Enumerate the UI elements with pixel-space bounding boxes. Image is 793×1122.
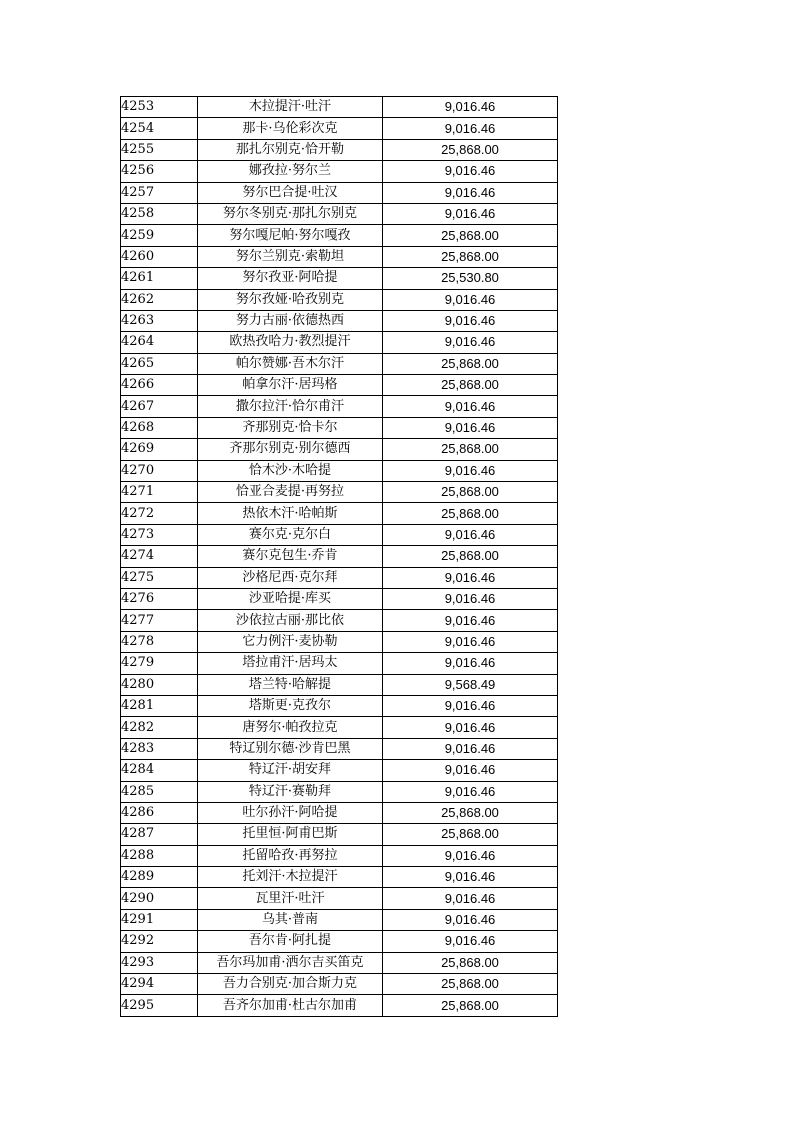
row-id-cell: 4280 (121, 674, 198, 695)
table-row (121, 439, 558, 460)
row-id-cell: 4290 (121, 888, 198, 909)
row-amount-cell: 25,868.00 (383, 482, 558, 503)
row-id-cell: 4285 (121, 781, 198, 802)
row-id-cell: 4268 (121, 417, 198, 438)
table-row (121, 802, 558, 823)
row-name-cell: 齐那尔别克·别尔德西 (198, 439, 383, 460)
row-name-cell: 帕尔赞娜·吾木尔汗 (198, 353, 383, 374)
row-amount-cell: 9,016.46 (383, 931, 558, 952)
row-name-cell: 吾力合别克·加合斯力克 (198, 974, 383, 995)
row-id-cell: 4273 (121, 524, 198, 545)
row-amount-cell: 25,868.00 (383, 802, 558, 823)
row-amount-cell: 9,016.46 (383, 695, 558, 716)
row-name-cell: 齐那别克·恰卡尔 (198, 417, 383, 438)
row-id-cell: 4257 (121, 182, 198, 203)
row-amount-cell: 9,016.46 (383, 653, 558, 674)
row-amount-cell: 9,016.46 (383, 332, 558, 353)
row-amount-cell: 25,868.00 (383, 246, 558, 267)
row-name-cell: 恰木沙·木哈提 (198, 460, 383, 481)
table-row (121, 225, 558, 246)
row-amount-cell: 25,868.00 (383, 995, 558, 1016)
table-row (121, 610, 558, 631)
row-amount-cell: 25,868.00 (383, 353, 558, 374)
row-amount-cell: 9,016.46 (383, 396, 558, 417)
row-amount-cell: 9,016.46 (383, 760, 558, 781)
row-name-cell: 沙亚哈提·库买 (198, 588, 383, 609)
table-row (121, 289, 558, 310)
row-id-cell: 4272 (121, 503, 198, 524)
row-name-cell: 娜孜拉·努尔兰 (198, 161, 383, 182)
row-id-cell: 4277 (121, 610, 198, 631)
row-id-cell: 4283 (121, 738, 198, 759)
row-name-cell: 托留哈孜·再努拉 (198, 845, 383, 866)
table-row (121, 952, 558, 973)
table-row (121, 845, 558, 866)
row-amount-cell: 9,016.46 (383, 203, 558, 224)
row-name-cell: 它力例汗·麦协勒 (198, 631, 383, 652)
table-row (121, 310, 558, 331)
row-id-cell: 4291 (121, 909, 198, 930)
row-amount-cell: 9,016.46 (383, 460, 558, 481)
row-id-cell: 4258 (121, 203, 198, 224)
row-id-cell: 4264 (121, 332, 198, 353)
row-amount-cell: 9,016.46 (383, 845, 558, 866)
row-name-cell: 塔斯更·克孜尔 (198, 695, 383, 716)
table-row (121, 97, 558, 118)
row-name-cell: 托里恒·阿甫巴斯 (198, 824, 383, 845)
row-amount-cell: 9,016.46 (383, 118, 558, 139)
row-id-cell: 4279 (121, 653, 198, 674)
row-amount-cell: 9,016.46 (383, 888, 558, 909)
row-name-cell: 沙依拉古丽·那比依 (198, 610, 383, 631)
table-row (121, 482, 558, 503)
row-id-cell: 4284 (121, 760, 198, 781)
table-row (121, 524, 558, 545)
row-name-cell: 乌其·普南 (198, 909, 383, 930)
table-row (121, 974, 558, 995)
row-amount-cell: 9,016.46 (383, 310, 558, 331)
table-row (121, 375, 558, 396)
table-row (121, 695, 558, 716)
row-amount-cell: 9,016.46 (383, 182, 558, 203)
row-amount-cell: 9,016.46 (383, 717, 558, 738)
row-amount-cell: 9,016.46 (383, 610, 558, 631)
row-id-cell: 4254 (121, 118, 198, 139)
payment-table-body (121, 97, 558, 1017)
table-row (121, 760, 558, 781)
row-name-cell: 瓦里汗·吐汗 (198, 888, 383, 909)
row-id-cell: 4256 (121, 161, 198, 182)
row-amount-cell: 9,016.46 (383, 588, 558, 609)
row-name-cell: 热依木汗·哈帕斯 (198, 503, 383, 524)
table-row (121, 203, 558, 224)
row-name-cell: 赛尔克包生·乔肯 (198, 546, 383, 567)
payment-table (120, 96, 558, 1017)
row-name-cell: 吾尔肯·阿扎提 (198, 931, 383, 952)
row-id-cell: 4275 (121, 567, 198, 588)
row-amount-cell: 25,868.00 (383, 439, 558, 460)
table-row (121, 995, 558, 1016)
row-amount-cell: 25,868.00 (383, 974, 558, 995)
table-row (121, 909, 558, 930)
row-id-cell: 4276 (121, 588, 198, 609)
table-row (121, 588, 558, 609)
row-name-cell: 特辽汗·赛勒拜 (198, 781, 383, 802)
row-id-cell: 4261 (121, 268, 198, 289)
row-name-cell: 努尔冬别克·那扎尔别克 (198, 203, 383, 224)
table-row (121, 246, 558, 267)
table-row (121, 888, 558, 909)
row-name-cell: 赛尔克·克尔白 (198, 524, 383, 545)
row-amount-cell: 25,868.00 (383, 546, 558, 567)
table-row (121, 717, 558, 738)
row-id-cell: 4292 (121, 931, 198, 952)
row-amount-cell: 9,016.46 (383, 738, 558, 759)
row-id-cell: 4255 (121, 139, 198, 160)
row-name-cell: 吾齐尔加甫·杜古尔加甫 (198, 995, 383, 1016)
row-amount-cell: 9,016.46 (383, 867, 558, 888)
row-amount-cell: 9,016.46 (383, 631, 558, 652)
row-amount-cell: 25,868.00 (383, 952, 558, 973)
row-id-cell: 4295 (121, 995, 198, 1016)
table-row (121, 139, 558, 160)
row-name-cell: 吐尔孙汗·阿哈提 (198, 802, 383, 823)
table-row (121, 567, 558, 588)
row-id-cell: 4271 (121, 482, 198, 503)
row-name-cell: 欧热孜哈力·教烈提汗 (198, 332, 383, 353)
row-name-cell: 特辽别尔德·沙肯巴黑 (198, 738, 383, 759)
row-amount-cell: 25,868.00 (383, 139, 558, 160)
row-amount-cell: 25,868.00 (383, 225, 558, 246)
row-amount-cell: 9,016.46 (383, 909, 558, 930)
row-name-cell: 努尔巴合提·吐汉 (198, 182, 383, 203)
table-row (121, 674, 558, 695)
row-name-cell: 撒尔拉汗·恰尔甫汗 (198, 396, 383, 417)
row-amount-cell: 25,868.00 (383, 503, 558, 524)
table-row (121, 353, 558, 374)
row-name-cell: 努尔孜亚·阿哈提 (198, 268, 383, 289)
row-name-cell: 恰亚合麦提·再努拉 (198, 482, 383, 503)
row-id-cell: 4289 (121, 867, 198, 888)
row-id-cell: 4265 (121, 353, 198, 374)
row-name-cell: 塔拉甫汗·居玛太 (198, 653, 383, 674)
row-id-cell: 4278 (121, 631, 198, 652)
row-name-cell: 努尔嘎尼帕·努尔嘎孜 (198, 225, 383, 246)
table-row (121, 268, 558, 289)
table-row (121, 781, 558, 802)
row-id-cell: 4259 (121, 225, 198, 246)
row-id-cell: 4281 (121, 695, 198, 716)
row-amount-cell: 9,016.46 (383, 97, 558, 118)
row-id-cell: 4286 (121, 802, 198, 823)
row-name-cell: 木拉提汗·吐汗 (198, 97, 383, 118)
row-name-cell: 那卡·乌伦彩次克 (198, 118, 383, 139)
row-name-cell: 那扎尔别克·恰开勒 (198, 139, 383, 160)
row-id-cell: 4253 (121, 97, 198, 118)
table-row (121, 417, 558, 438)
row-amount-cell: 25,530.80 (383, 268, 558, 289)
row-id-cell: 4288 (121, 845, 198, 866)
table-row (121, 867, 558, 888)
table-row (121, 332, 558, 353)
row-name-cell: 努尔孜娅·哈孜别克 (198, 289, 383, 310)
row-id-cell: 4262 (121, 289, 198, 310)
table-row (121, 396, 558, 417)
row-amount-cell: 9,016.46 (383, 567, 558, 588)
row-amount-cell: 9,568.49 (383, 674, 558, 695)
row-id-cell: 4274 (121, 546, 198, 567)
row-amount-cell: 25,868.00 (383, 375, 558, 396)
row-id-cell: 4269 (121, 439, 198, 460)
row-id-cell: 4266 (121, 375, 198, 396)
table-row (121, 161, 558, 182)
row-name-cell: 唐努尔·帕孜拉克 (198, 717, 383, 738)
row-id-cell: 4260 (121, 246, 198, 267)
row-amount-cell: 9,016.46 (383, 781, 558, 802)
row-id-cell: 4282 (121, 717, 198, 738)
table-row (121, 503, 558, 524)
table-row (121, 931, 558, 952)
row-amount-cell: 9,016.46 (383, 289, 558, 310)
row-name-cell: 托刘汗·木拉提汗 (198, 867, 383, 888)
row-amount-cell: 25,868.00 (383, 824, 558, 845)
row-name-cell: 沙格尼西·克尔拜 (198, 567, 383, 588)
row-amount-cell: 9,016.46 (383, 161, 558, 182)
row-name-cell: 帕拿尔汗·居玛格 (198, 375, 383, 396)
row-name-cell: 塔兰特·哈解提 (198, 674, 383, 695)
row-id-cell: 4287 (121, 824, 198, 845)
table-row (121, 738, 558, 759)
row-name-cell: 特辽汗·胡安拜 (198, 760, 383, 781)
row-id-cell: 4270 (121, 460, 198, 481)
row-name-cell: 吾尔玛加甫·洒尔吉买笛克 (198, 952, 383, 973)
row-name-cell: 努尔兰别克·索勒坦 (198, 246, 383, 267)
row-id-cell: 4263 (121, 310, 198, 331)
row-amount-cell: 9,016.46 (383, 524, 558, 545)
table-row (121, 631, 558, 652)
row-id-cell: 4267 (121, 396, 198, 417)
table-row (121, 118, 558, 139)
row-name-cell: 努力古丽·依德热西 (198, 310, 383, 331)
table-row (121, 546, 558, 567)
table-row (121, 460, 558, 481)
table-row (121, 824, 558, 845)
row-id-cell: 4293 (121, 952, 198, 973)
row-amount-cell: 9,016.46 (383, 417, 558, 438)
table-row (121, 182, 558, 203)
table-row (121, 653, 558, 674)
row-id-cell: 4294 (121, 974, 198, 995)
